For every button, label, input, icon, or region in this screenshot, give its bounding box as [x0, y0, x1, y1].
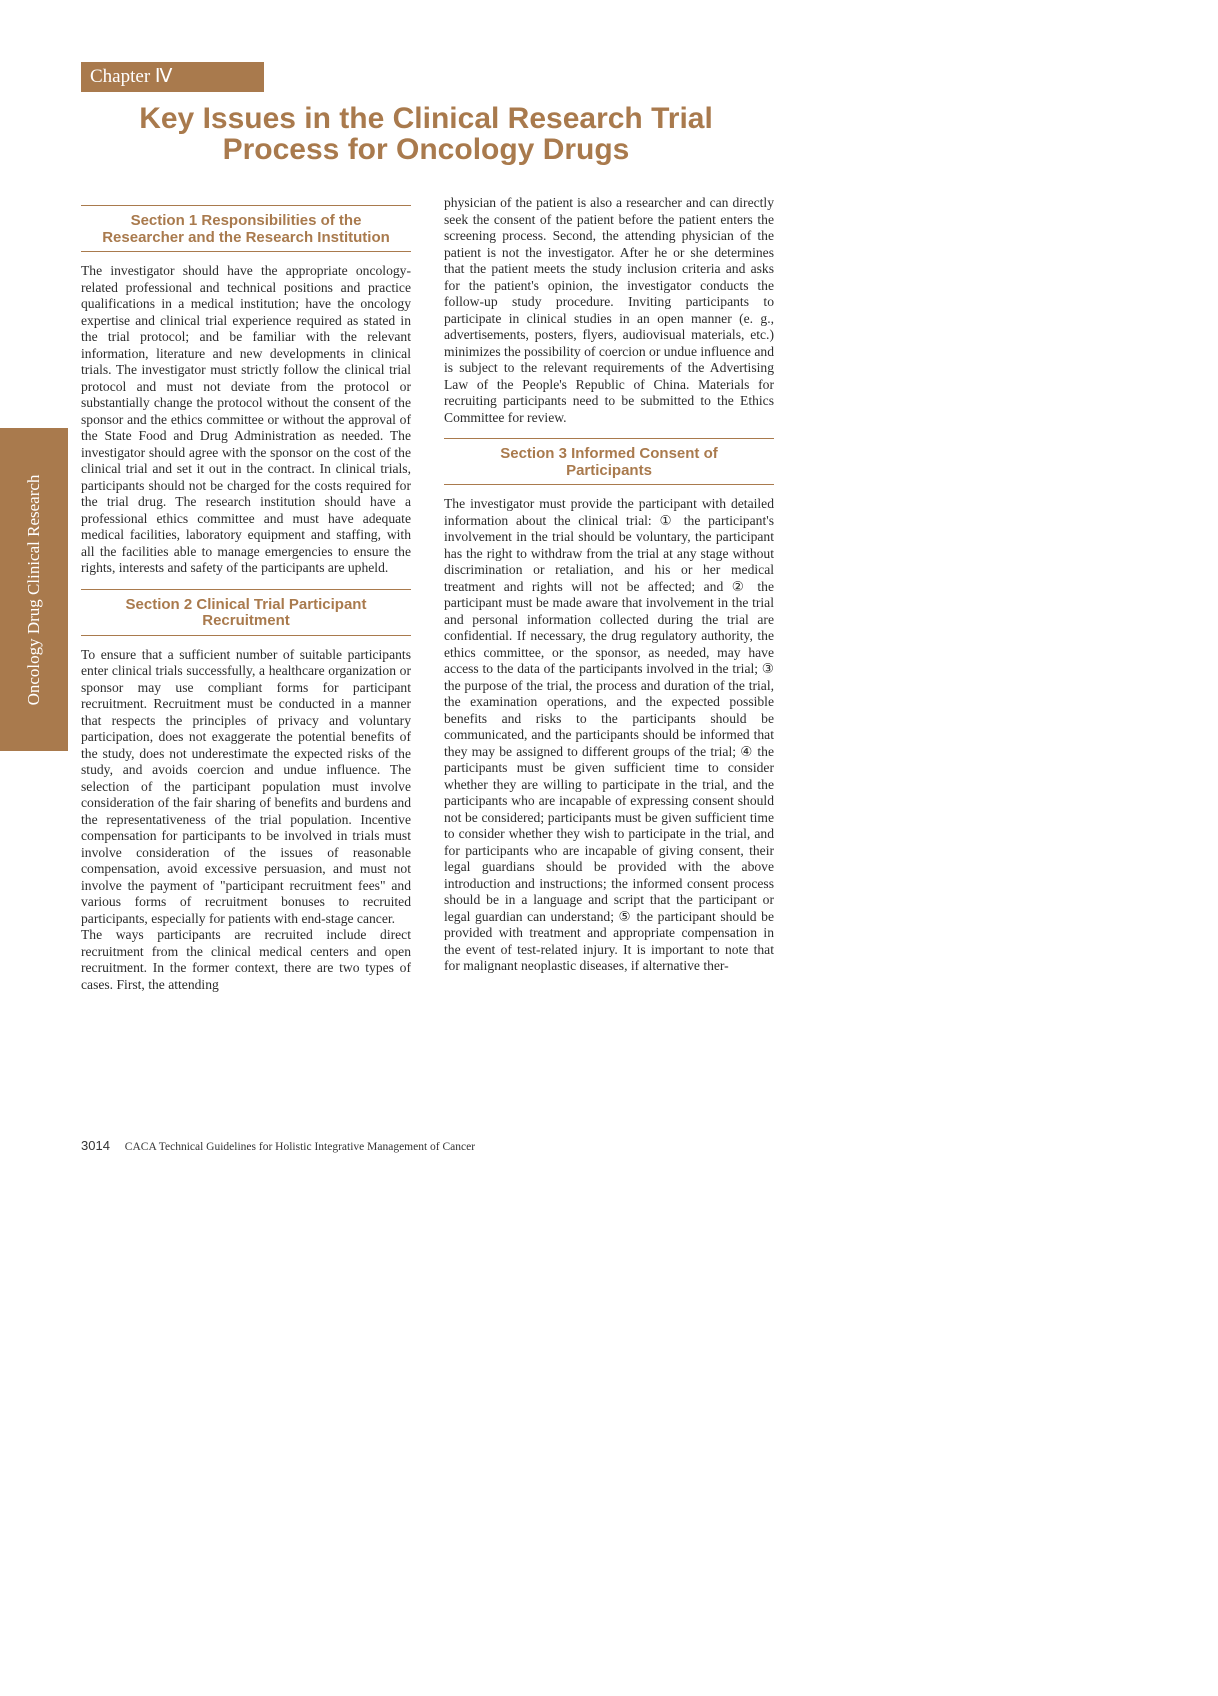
- side-tab-label: Oncology Drug Clinical Research: [24, 474, 43, 705]
- section-3-heading: [444, 438, 774, 485]
- section-1-heading-line1: Section 1 Responsibilities of the: [130, 212, 362, 229]
- section-3-heading-line2: Participants: [566, 461, 652, 479]
- page-number: 3014: [81, 1138, 110, 1153]
- section-2-heading-line1: Section 2 Clinical Trial Participant: [125, 595, 367, 613]
- book-title: CACA Technical Guidelines for Holistic Integrative Management of Cancer: [124, 1141, 476, 1153]
- section-2-paragraph-1: To ensure that a sufficient number of suitable participants enter clinical trials successfully, a healthcare organization or sponsor may use compliant forms for participant recruitment. Recruitment must be conducted in a manner that respects the principles of privacy and voluntary participation, does not exaggerate the potential benefits of the study, does not underestimate the expected risks of the study, and avoids coercion and undue influence. The selection of the participant population must involve consideration of the fair sharing of benefits and burdens and the representativeness of the trial population. Incentive compensation for participants to be involved in trials must involve consideration of the issues of reasonable compensation, avoid excessive persuasion, and must not involve the payment of "participant recruitment fees" and various forms of recruitment bonuses to recruited participants, especially for patients with end-stage cancer.: [81, 646, 411, 926]
- section-2-paragraph-2-start: The ways participants are recruited include direct recruitment from the clinical medical centers and open recruitment. In the former context, there are two types of cases. First, the attending: [81, 927, 411, 992]
- section-1-paragraph: The investigator should have the appropriate oncology-related professional and technical positions and practice qualifications in a medical institution; have the oncology expertise and clinical trial experience required as stated in the trial protocol; and be familiar with the relevant information, literature and new developments in clinical trials. The investigator must strictly follow the clinical trial protocol and must not deviate from the protocol or substantially change the protocol without the consent of the sponsor and the ethics committee or without the approval of the State Food and Drug Administration as needed. The investigator should agree with the sponsor on the cost of the clinical trial and set it out in the contract. In clinical trials, participants should not be charged for the costs required for the trial drug. The research institution should have a professional ethics committee and must have adequate medical facilities, laboratory equipment and staffing, with all the facilities able to manage emergencies to ensure the rights, interests and safety of the participants are upheld.: [81, 263, 411, 575]
- section-3-paragraph: The investigator must provide the participant with detailed information about the clinical trial: ① the participant's involvement in the trial should be voluntary, the participant has the right to withdraw from the trial at any stage without discrimination or retaliation, and his or her medical treatment and rights will not be affected; and ② the participant must be made aware that involvement in the trial and personal information collected during the trial are confidential. If necessary, the drug regulatory authority, the ethics committee, or the sponsor, as needed, may have access to the data of the participants involved in the trial; ③ the purpose of the trial, the process and duration of the trial, the examination operations, and the expected possible benefits and risks to the participants should be communicated, and the participants should be informed that they may be assigned to different groups of the trial; ④ the participants must be given sufficient time to consider whether they are willing to participate in the trial, and the participants who are incapable of expressing consent should not be considered; participants must be given sufficient time to consider whether they wish to participate in the trial, and for participants who are incapable of giving consent, their legal guardians should be provided with the above introduction and instructions; the informed consent process should be in a language and script that the participant or legal guardian can understand; ⑤ the participant should be provided with treatment and appropriate compensation in the event of test-related injury. It is important to note that for malignant neoplastic diseases, if alternative ther-: [444, 496, 774, 973]
- side-tab: [0, 428, 68, 751]
- left-column: [81, 205, 411, 993]
- page-title: [81, 103, 771, 165]
- section-1-heading-line2: Researcher and the Research Institution: [102, 228, 390, 246]
- page-title-line2: Process for Oncology Drugs: [222, 133, 630, 166]
- section-2-heading-line2: Recruitment: [202, 612, 290, 629]
- right-column: [444, 195, 774, 975]
- section-2-heading: [81, 589, 411, 636]
- page-footer: [81, 1138, 475, 1153]
- chapter-label: Chapter Ⅳ: [81, 62, 264, 92]
- section-2-paragraph-2-continued: physician of the patient is also a researcher and can directly seek the consent of the patient before the patient enters the screening process. Second, the attending physician of the patient is not the investigator. After he or she determines that the patient meets the study inclusion criteria and asks for the patient's opinion, the investigator conducts the follow-up study procedure. Inviting participants to participate in clinical studies in an open manner (e. g., advertisements, posters, flyers, audiovisual materials, etc.) minimizes the possibility of coercion or undue influence and is subject to the relevant requirements of the Advertising Law of the People's Republic of China. Materials for recruiting participants need to be submitted to the Ethics Committee for review.: [444, 195, 774, 425]
- page-title-line1: Key Issues in the Clinical Research Trial: [139, 102, 713, 135]
- section-1-heading: [81, 205, 411, 252]
- section-3-heading-line1: Section 3 Informed Consent of: [500, 445, 718, 462]
